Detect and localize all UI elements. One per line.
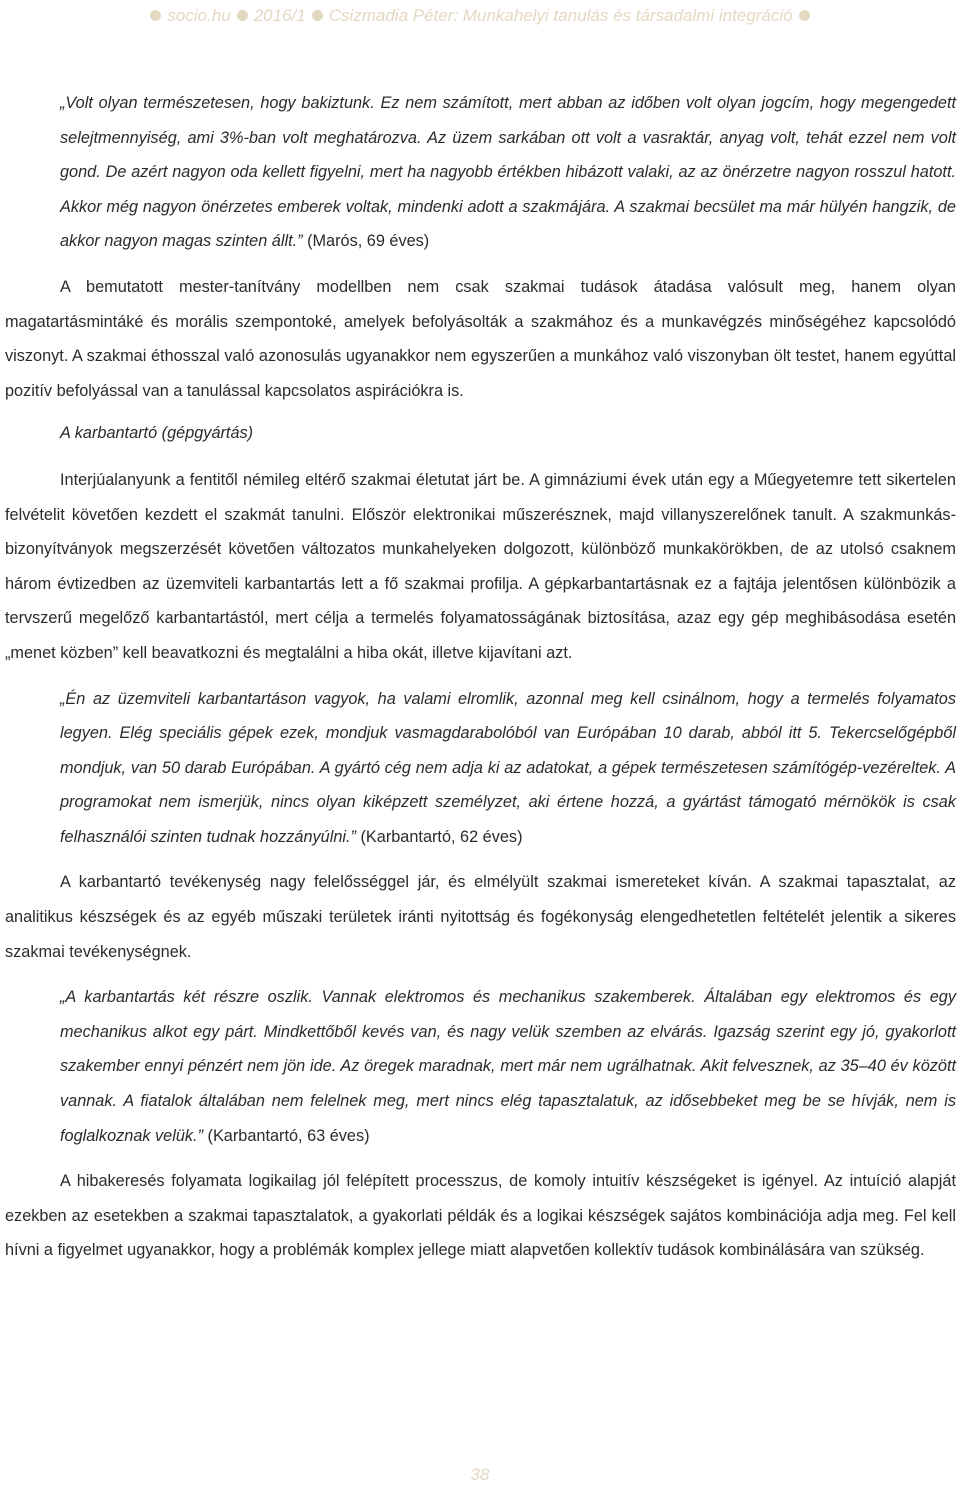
- interview-quote: [5, 86, 956, 259]
- body-paragraph: A bemutatott mester-tanítvány modellben nem csak szakmai tudások átadása valósult meg, hanem olyan magatartásmintáké és morális szempontoké, amelyek befolyásolták a szakmához és a munkavégzés minőségéhez kapcsolódó viszonyt. A szakmai éthosszal való azonosulás ugyanakkor nem egyszerűen a munkához való viszonyban ölt testet, hanem egyúttal pozitív befolyással van a tanulással kapcsolatos aspirációkra is.: [5, 277, 956, 400]
- interview-quote: [5, 980, 956, 1153]
- header-site: socio.hu: [167, 6, 231, 25]
- section-heading: A karbantartó (gépgyártás): [60, 424, 254, 443]
- running-header: [0, 6, 960, 26]
- header-article: Csizmadia Péter: Munkahelyi tanulás és társadalmi integráció: [328, 6, 793, 25]
- quote-source: (Marós, 69 éves): [302, 232, 430, 251]
- page-number: 38: [470, 1465, 490, 1484]
- quote-source: (Karbantartó, 63 éves): [203, 1126, 370, 1145]
- interview-quote: [5, 682, 956, 855]
- body-paragraph: A karbantartó tevékenység nagy felelősséggel jár, és elmélyült szakmai ismereteket kíván. A szakmai tapasztalat, az analitikus készségek és az egyéb műszaki területek iránti nyitottság és fogékonyság elengedhetetlen feltételét jelentik a sikeres szakmai tevékenységnek.: [5, 873, 956, 961]
- quote-text: „Én az üzemviteli karbantartáson vagyok, ha valami elromlik, azonnal meg kell csinálnom, hogy a termelés folyamatos legyen. Elég speciális gépek ezek, mondjuk vasmagdarabolóból van Európában 10 darab, abból itt 5. Tekercselőgépből mondjuk, van 50 darab Európában. A gyártó cég nem adja ki az adatokat, a gépek természetesen számítógép-vezéreltek. A programokat nem ismerjük, nincs olyan kiképzett személyzet, aki értene hozzá, a gyártást támogató mérnökök is csak felhasználói szinten tudnak hozzányúlni.”: [60, 689, 956, 846]
- quote-text: „Volt olyan természetesen, hogy bakiztunk. Ez nem számított, mert abban az időben volt olyan jogcím, hogy megengedett selejtmennyiség, ami 3%-ban volt meghatározva. Az üzem sarkában ott volt a vasraktár, anyag volt, tehát ezzel nem volt gond. De azért nagyon oda kellett figyelni, mert ha nagyobb értékben hibázott valaki, az az önérzetre nagyon rosszul hatott. Akkor még nagyon önérzetes emberek voltak, mindenki adott a szakmájára. A szakmai becsület ma már hülyén hangzik, de akkor nagyon magas szinten állt.”: [60, 94, 956, 251]
- body-paragraph: Interjúalanyunk a fentitől némileg eltérő szakmai életutat járt be. A gimnáziumi évek után egy a Műegyetemre tett sikertelen felvételit követően kezdett el szakmát tanulni. Először elektronikai műszerésznek, majd villanyszerelőnek tanult. A szakmunkás-bizonyítványok megszerzését követően változatos munkahelyeken dolgozott, különböző munkakörökben, de az utolsó csaknem három évtizedben az üzemviteli karbantartás lett a fő szakmai profilja. A gépkarbantartásnak ez a fajtája jelentősen különbözik a tervszerű megelőző karbantartástól, mert célja a termelés folyamatosságának biztosítása, azaz egy gép meghibásodása esetén „menet közben” kell beavatkozni és megtalálni a hiba okát, illetve kijavítani azt.: [5, 470, 956, 662]
- article-body: [5, 86, 956, 1268]
- bullet-icon: [799, 10, 810, 21]
- bullet-icon: [237, 10, 248, 21]
- quote-source: (Karbantartó, 62 éves): [355, 827, 523, 846]
- bullet-icon: [150, 10, 161, 21]
- quote-text: „A karbantartás két részre oszlik. Vannak elektromos és mechanikus szakemberek. Általában egy elektromos és egy mechanikus alkot egy párt. Mindkettőből kevés van, és nagy velük szemben az elvárás. Igazság szerint egy jó, gyakorlott szakember ennyi pénzért nem jön ide. Az öregek maradnak, mert már nem ugrálhatnak. Akit felvesznek, az 35–40 év között vannak. A fiatalok általában nem felelnek meg, mert nincs elég tapasztalatuk, az idősebbeket meg be se hívják, nem is foglalkoznak velük.”: [60, 988, 956, 1145]
- header-issue: 2016/1: [253, 6, 306, 25]
- bullet-icon: [312, 10, 323, 21]
- body-paragraph: A hibakeresés folyamata logikailag jól felépített processzus, de komoly intuitív készségeket is igényel. Az intuíció alapját ezekben az esetekben a szakmai tapasztalatok, a gyakorlati példák és a logikai készségek sajátos kombinációja adja meg. Fel kell hívni a figyelmet ugyanakkor, hogy a problémák komplex jellege miatt alapvetően kollektív tudások kombinálására van szükség.: [5, 1172, 956, 1260]
